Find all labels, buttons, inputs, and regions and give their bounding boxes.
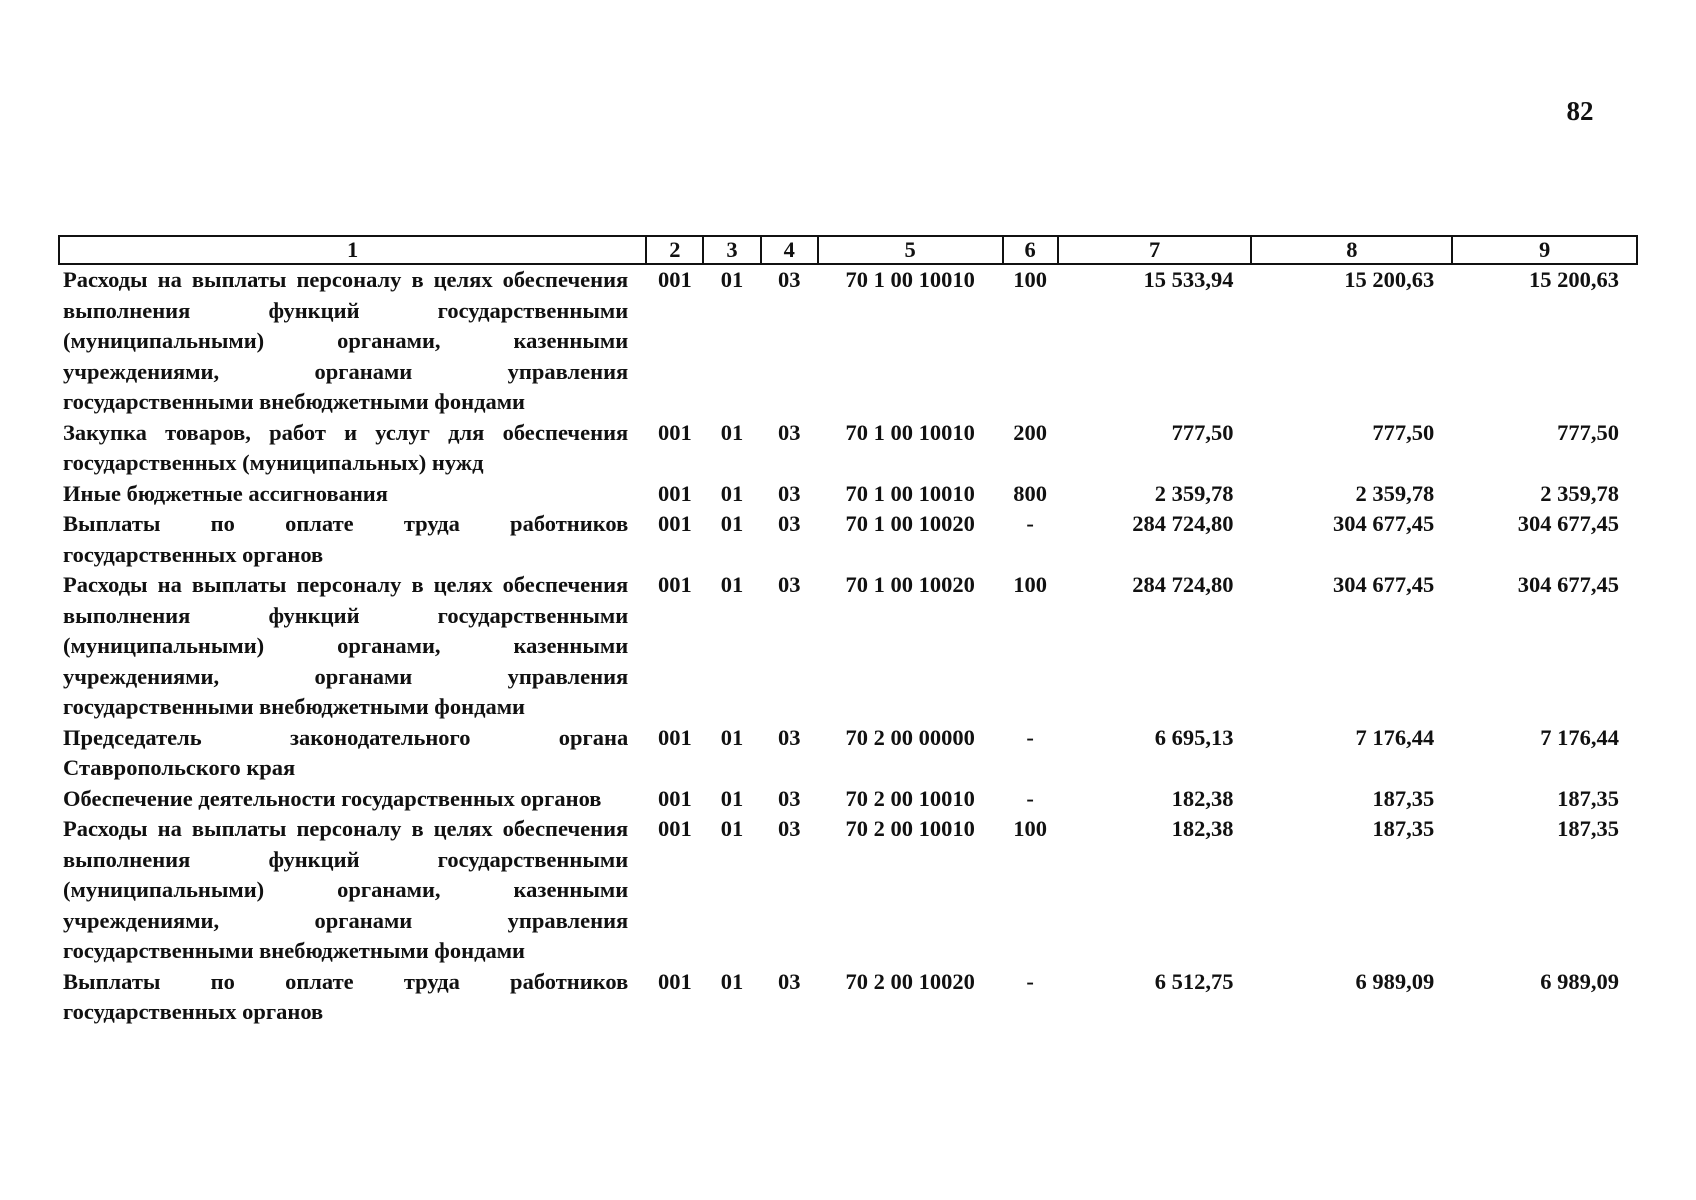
column-header-1: 1 — [59, 236, 646, 264]
amount-col-7: 182,38 — [1171, 785, 1234, 811]
amount-col-7: 284 724,80 — [1132, 511, 1234, 536]
subsection-code: 03 — [777, 968, 801, 994]
expense-name-text: Расходы на выплаты персоналу в целях обеспечения выполнения функций государственными (муниципальными) органами, казенными учреждениями, органами управления государственными внебюджетными фондами — [63, 572, 629, 719]
amount-col-8: 2 359,78 — [1355, 480, 1435, 506]
amount-col-8: 6 989,09 — [1355, 968, 1435, 994]
table-row — [59, 723, 1637, 784]
table-body — [59, 264, 1637, 1028]
expense-name-text: Председатель законодательного органа Ставропольского края — [63, 724, 629, 780]
expense-type-code: 100 — [1013, 816, 1047, 841]
expense-name — [59, 723, 646, 784]
amount-col-7: 182,38 — [1171, 816, 1234, 841]
expense-name — [59, 509, 646, 570]
column-header-5: 5 — [818, 236, 1003, 264]
column-header-7: 7 — [1058, 236, 1252, 264]
ministry-code: 001 — [657, 816, 692, 841]
expense-name — [59, 418, 646, 479]
section-code: 01 — [720, 785, 744, 811]
expense-type-code: 100 — [1013, 267, 1047, 292]
subsection-code: 03 — [777, 480, 801, 506]
table-header — [59, 236, 1637, 264]
section-code: 01 — [720, 480, 744, 506]
amount-col-8: 304 677,45 — [1332, 511, 1435, 536]
amount-col-8: 304 677,45 — [1332, 572, 1435, 597]
table-row — [59, 264, 1637, 418]
expense-type-code: - — [1026, 785, 1034, 811]
ministry-code: 001 — [657, 785, 692, 811]
table-row — [59, 479, 1637, 510]
ministry-code: 001 — [657, 968, 692, 994]
section-code: 01 — [720, 419, 744, 445]
column-header-3: 3 — [703, 236, 760, 264]
column-header-2: 2 — [646, 236, 703, 264]
target-article-code: 70 1 00 10010 — [845, 480, 975, 506]
section-code: 01 — [720, 816, 744, 841]
target-article-code: 70 1 00 10020 — [845, 511, 975, 536]
table-row — [59, 509, 1637, 570]
amount-col-7: 777,50 — [1171, 419, 1234, 445]
amount-col-7: 284 724,80 — [1132, 572, 1234, 597]
column-header-9: 9 — [1452, 236, 1637, 264]
expense-name — [59, 570, 646, 723]
expense-name-text: Обеспечение деятельности государственных органов — [63, 785, 602, 811]
ministry-code: 001 — [657, 480, 692, 506]
target-article-code: 70 2 00 10010 — [845, 785, 975, 811]
amount-col-8: 187,35 — [1372, 816, 1435, 841]
ministry-code: 001 — [657, 267, 692, 292]
budget-table — [58, 235, 1638, 1028]
amount-col-7: 15 533,94 — [1143, 267, 1234, 292]
expense-name-text: Иные бюджетные ассигнования — [63, 480, 388, 506]
table-row — [59, 814, 1637, 967]
amount-col-9: 187,35 — [1557, 816, 1619, 841]
amount-col-9: 304 677,45 — [1517, 572, 1619, 597]
amount-col-9: 15 200,63 — [1529, 267, 1619, 292]
amount-col-8: 777,50 — [1372, 419, 1435, 445]
section-code: 01 — [720, 724, 744, 750]
ministry-code: 001 — [657, 511, 692, 536]
expense-type-code: - — [1026, 511, 1034, 536]
amount-col-9: 6 989,09 — [1540, 968, 1619, 994]
amount-col-7: 2 359,78 — [1154, 480, 1234, 506]
table-row — [59, 418, 1637, 479]
subsection-code: 03 — [777, 267, 801, 292]
expense-name — [59, 784, 646, 815]
expense-name-text: Выплаты по оплате труда работников государственных органов — [63, 511, 629, 567]
column-header-6: 6 — [1003, 236, 1058, 264]
table-row — [59, 784, 1637, 815]
expense-type-code: - — [1026, 968, 1034, 994]
amount-col-7: 6 512,75 — [1154, 968, 1234, 994]
expense-name — [59, 479, 646, 510]
expense-name — [59, 967, 646, 1028]
subsection-code: 03 — [777, 572, 801, 597]
expense-type-code: 800 — [1013, 480, 1047, 506]
expense-name-text: Закупка товаров, работ и услуг для обеспечения государственных (муниципальных) нужд — [63, 419, 629, 475]
amount-col-8: 187,35 — [1372, 785, 1435, 811]
table-row — [59, 967, 1637, 1028]
subsection-code: 03 — [777, 724, 801, 750]
table-row — [59, 570, 1637, 723]
subsection-code: 03 — [777, 511, 801, 536]
amount-col-8: 15 200,63 — [1344, 267, 1435, 292]
expense-name — [59, 814, 646, 967]
section-code: 01 — [720, 572, 744, 597]
target-article-code: 70 2 00 10020 — [845, 968, 975, 994]
expense-name-text: Расходы на выплаты персоналу в целях обеспечения выполнения функций государственными (муниципальными) органами, казенными учреждениями, органами управления государственными внебюджетными фондами — [63, 267, 629, 414]
amount-col-8: 7 176,44 — [1355, 724, 1435, 750]
subsection-code: 03 — [777, 419, 801, 445]
section-code: 01 — [720, 267, 744, 292]
expense-type-code: 200 — [1013, 419, 1047, 445]
ministry-code: 001 — [657, 572, 692, 597]
expense-type-code: 100 — [1013, 572, 1047, 597]
section-code: 01 — [720, 511, 744, 536]
target-article-code: 70 2 00 10010 — [845, 816, 975, 841]
column-header-4: 4 — [761, 236, 818, 264]
subsection-code: 03 — [777, 785, 801, 811]
column-header-8: 8 — [1251, 236, 1452, 264]
amount-col-9: 7 176,44 — [1540, 724, 1619, 750]
ministry-code: 001 — [657, 724, 692, 750]
section-code: 01 — [720, 968, 744, 994]
amount-col-9: 187,35 — [1557, 785, 1619, 811]
header-row — [59, 236, 1637, 264]
amount-col-7: 6 695,13 — [1154, 724, 1234, 750]
expense-name — [59, 264, 646, 418]
subsection-code: 03 — [777, 816, 801, 841]
expense-type-code: - — [1026, 724, 1034, 750]
target-article-code: 70 1 00 10010 — [845, 267, 975, 292]
ministry-code: 001 — [657, 419, 692, 445]
expense-name-text: Расходы на выплаты персоналу в целях обеспечения выполнения функций государственными (муниципальными) органами, казенными учреждениями, органами управления государственными внебюджетными фондами — [63, 816, 629, 963]
target-article-code: 70 1 00 10010 — [845, 419, 975, 445]
target-article-code: 70 1 00 10020 — [845, 572, 975, 597]
expense-name-text: Выплаты по оплате труда работников государственных органов — [63, 968, 629, 1024]
amount-col-9: 777,50 — [1557, 419, 1619, 445]
target-article-code: 70 2 00 00000 — [845, 724, 975, 750]
page-number: 82 — [1566, 96, 1594, 126]
amount-col-9: 304 677,45 — [1517, 511, 1619, 536]
amount-col-9: 2 359,78 — [1540, 480, 1619, 506]
